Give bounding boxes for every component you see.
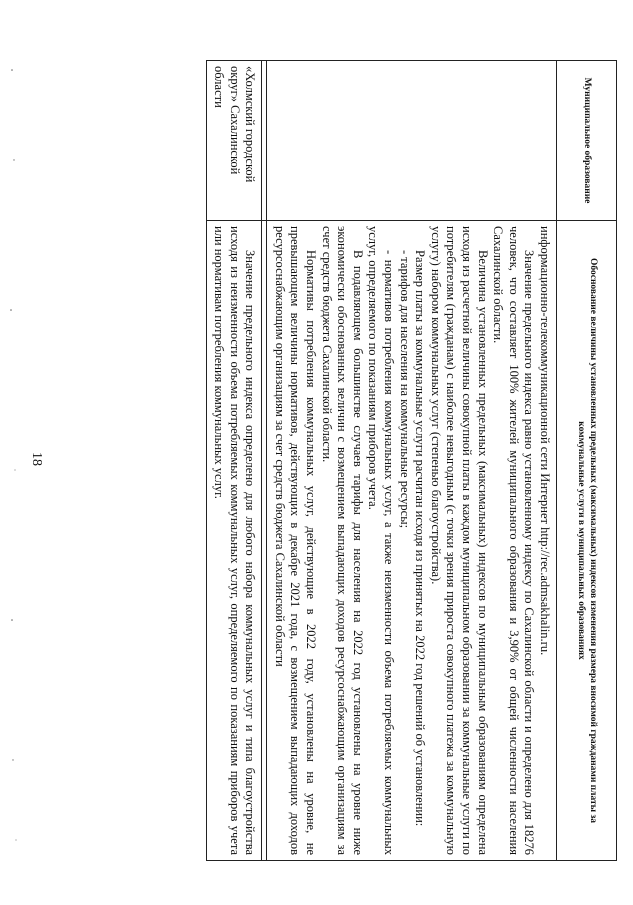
index-justification-table [206,60,617,861]
paragraph: информационно-телекоммуникационной сети Интернет http://rec.admsakhalin.ru. [538,226,552,656]
row-2-justification [206,221,262,861]
paragraph: Нормативы потребления коммунальных услуг, действующие в 2022 году, установлены на уровне, не превышающем величины нормативов, действующих в декабре 2021 года, с возмещением выпадающих доходов ресурсоснабжающим организациям за счет средств бюджета Сахалинской области [272,226,319,855]
table-header-row [557,61,617,861]
row-separator [262,61,267,861]
table-row [267,61,557,861]
table-row [206,61,262,861]
header-municipality: Муниципальное образование [557,61,617,221]
paragraph: - тарифов для населения на коммунальные ресурсы; [397,250,412,529]
scan-edge-marks [6,0,22,905]
header-justification: Обоснование величины установленных предельных (максимальных) индексов изменения размера вносимой гражданами платы за коммунальные услуги в муниципальных образованиях [557,221,617,861]
row-1-justification [267,221,557,861]
paragraph: Значение предельного индекса определено для любого набора коммунальных услуг и типа благоустройства исходя из неизменности объема потребляемых коммунальных услуг, определяемого по показаниям приборов учета или нормативам потребления коммунальных услуг. [212,226,258,855]
paragraph: Размер платы за коммунальные услуги расчитан исходя из принятых на 2022 год решений об установлении: [413,250,428,827]
row-2-municipality: «Холмский городской округ» Сахалинской области [206,61,262,221]
rotated-page-content [97,60,617,860]
row-1-municipality [267,61,557,221]
paragraph: Величина установленных предельных (максимальных) индексов по муниципальным образованиям определена исходя из расчетной величины совокупной платы в каждом муниципальном образовании за коммунальные услуги по потребителям (гражданам) с наиболее невыгодным (с точки зрения прироста совокупного платежа за коммунальную услугу) набором коммунальных услуг (степенью благоустройства). [428,226,490,855]
paragraph: Значение предельного индекса равно установленному индексу по Сахалинской области и определено для 18276 человек, что составляет 100% жителей муниципального образования и 3,90% от общей численности населения Сахалинской области. [491,226,537,855]
paragraph: - нормативов потребления коммунальных услуг, а также неизменности объема потребляемых коммунальных услуг, определяемого по показаниям приборов учета. [366,226,397,855]
page-number: 18 [29,452,44,466]
paragraph: В подавляющем большинстве случаев тарифы для населения на 2022 год установлены на уровне ниже экономически обоснованных величин с возмещением выпадающих доходов ресурсоснабжающим организациям за счет средств бюджета Сахалинской области. [319,226,365,855]
